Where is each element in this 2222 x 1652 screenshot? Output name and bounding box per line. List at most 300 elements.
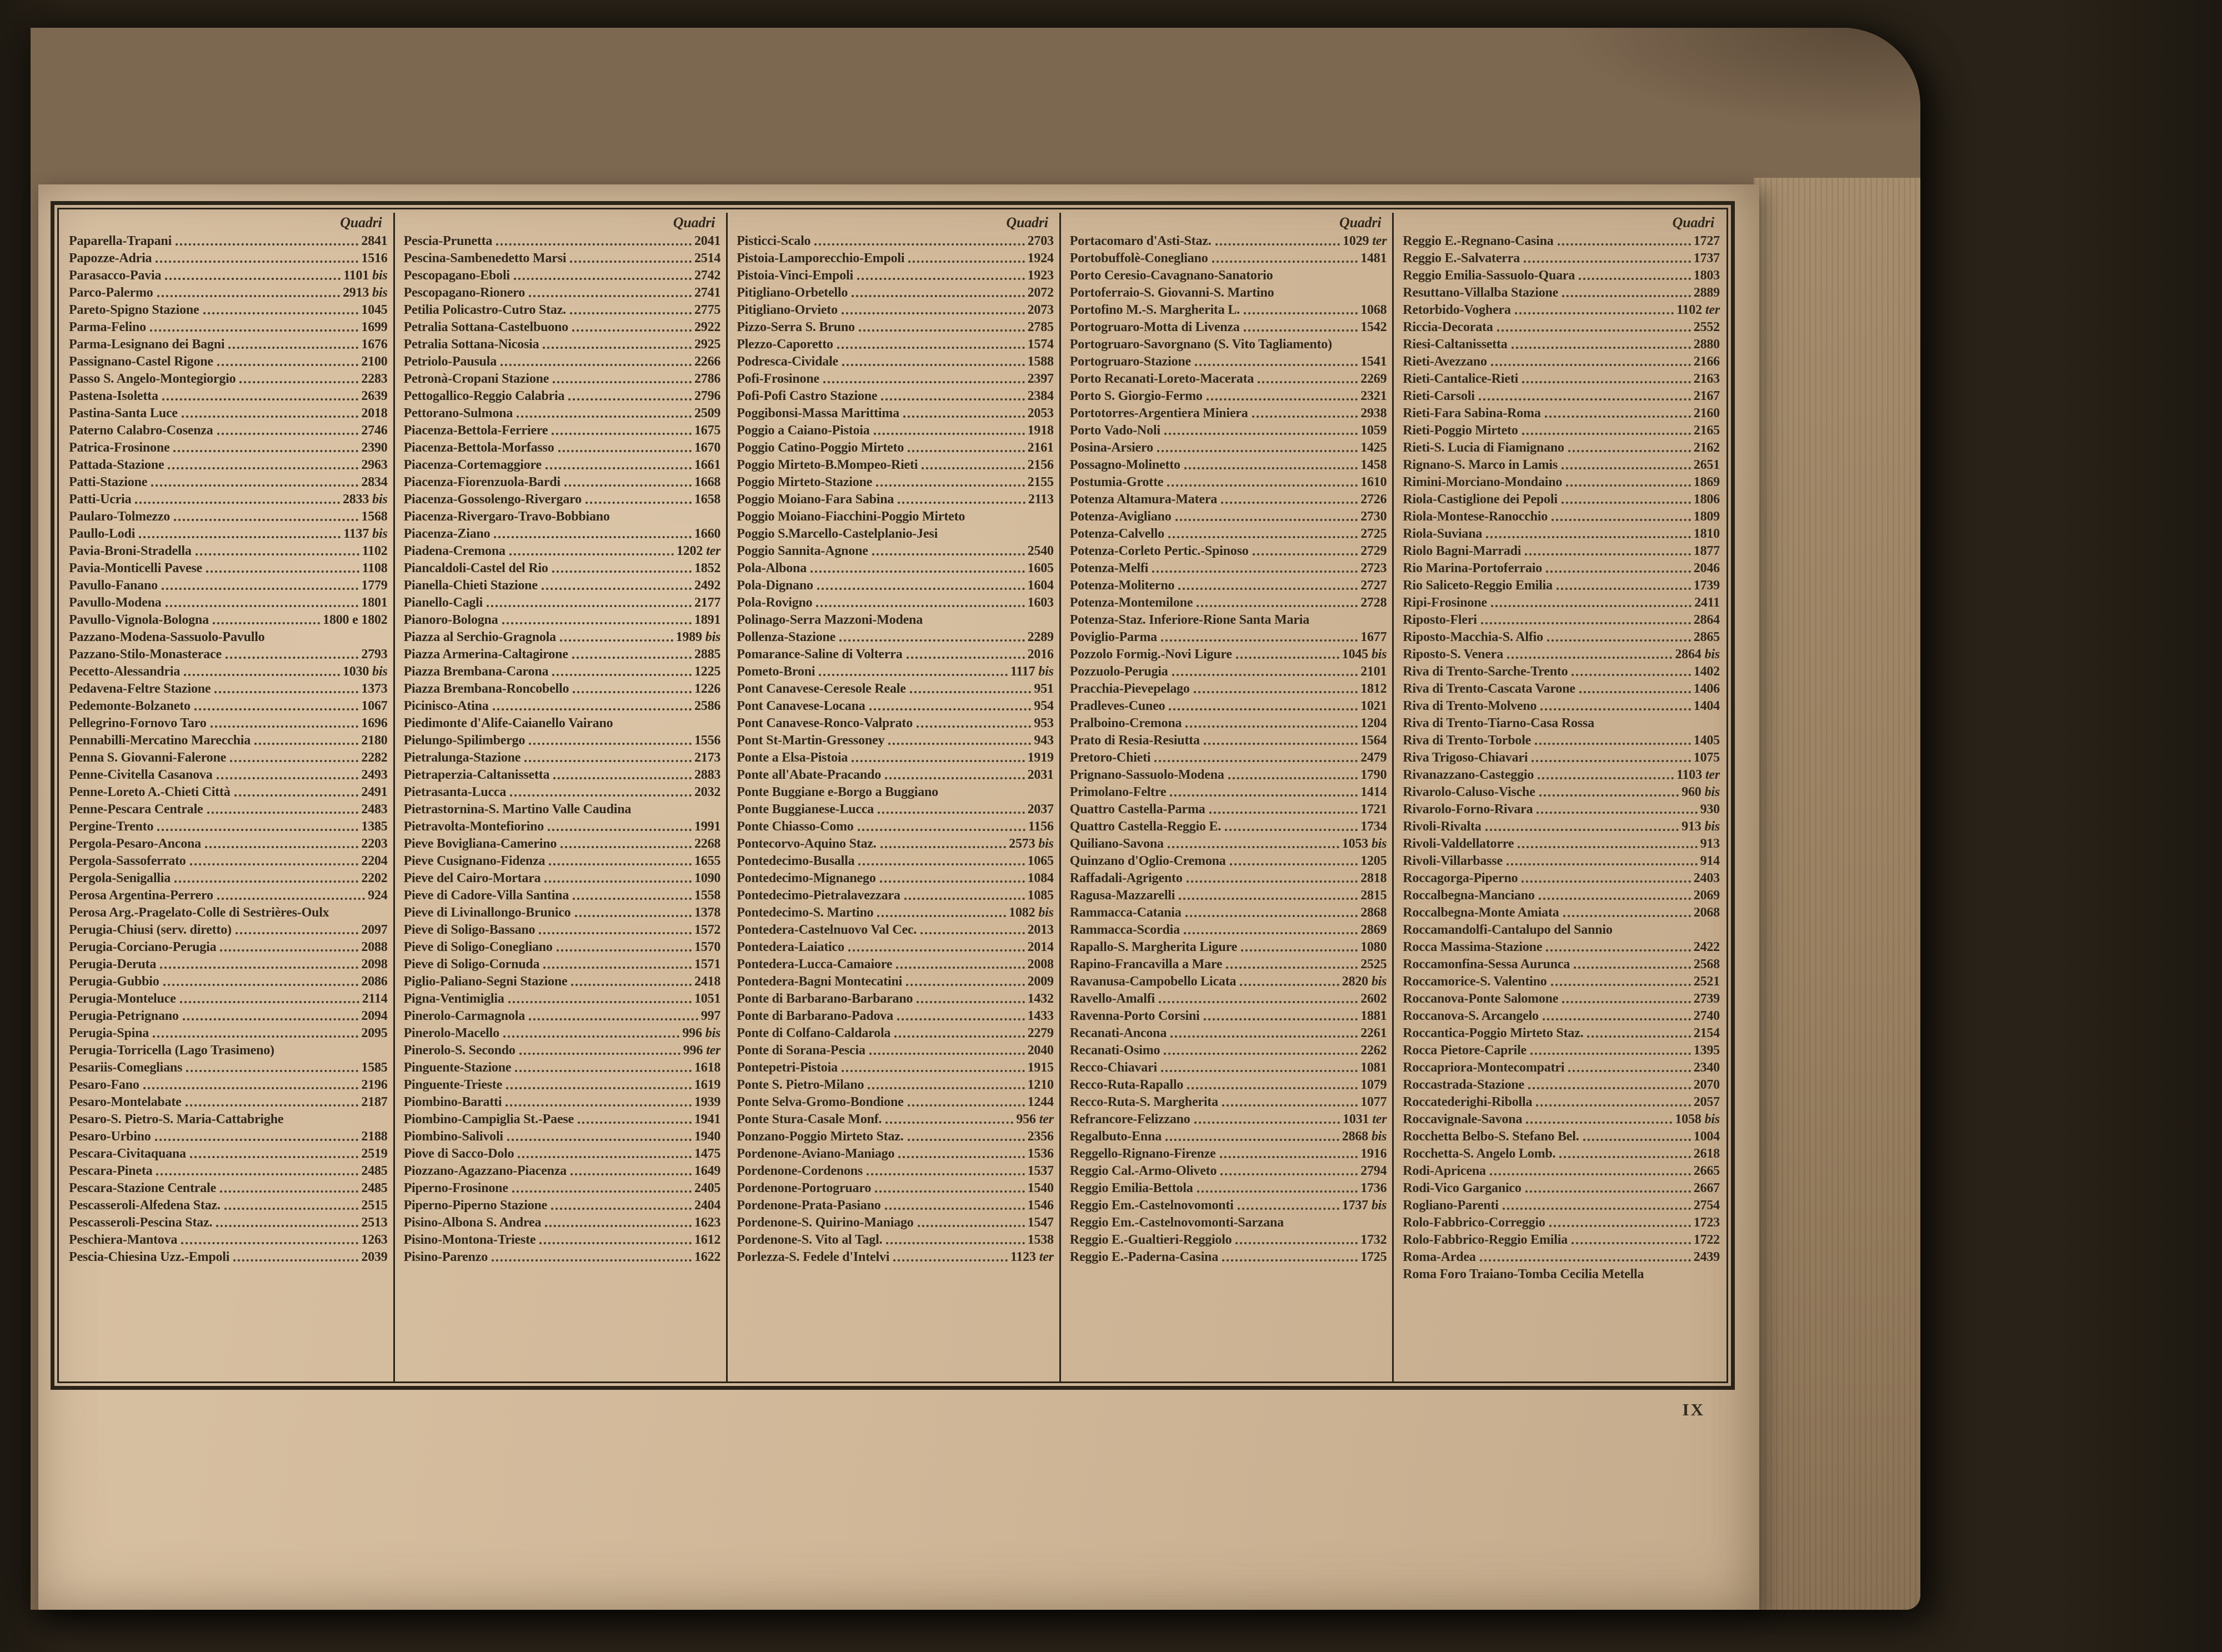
quadro-number: 2730 (1360, 509, 1387, 524)
index-column-1 (60, 213, 393, 1381)
route-name: Pieve del Cairo-Mortara (403, 871, 541, 885)
index-entry (737, 870, 1054, 887)
dot-leader (1522, 381, 1691, 383)
dot-leader (572, 657, 692, 659)
quadro-number: 2938 (1360, 406, 1387, 420)
route-name: Pietraperzia-Caltanissetta (403, 768, 550, 782)
index-entry (1403, 388, 1720, 405)
quadro-number: 1915 (1027, 1060, 1054, 1075)
quadro-number: 1558 (694, 888, 721, 903)
dot-leader (1204, 1018, 1358, 1020)
quadro-number: 2154 (1693, 1026, 1720, 1040)
route-name: Piove di Sacco-Dolo (403, 1147, 514, 1161)
dot-leader (1525, 1190, 1691, 1193)
index-entry (404, 629, 721, 646)
dot-leader (1507, 657, 1672, 659)
index-entry (1070, 853, 1387, 870)
dot-leader (230, 760, 358, 762)
route-name: Poggio Moiano-Fara Sabina (737, 492, 894, 507)
index-entry (737, 543, 1054, 560)
route-name: Penna S. Giovanni-Falerone (69, 750, 227, 765)
dot-leader (1184, 932, 1358, 934)
index-entry (404, 233, 721, 250)
quadro-number: 1725 (1360, 1250, 1387, 1264)
index-entry (1403, 525, 1720, 543)
quadro-suffix: bis (1371, 647, 1387, 662)
route-name: Piacenza-Ziano (403, 527, 491, 541)
column-header-quadri: Quadri (1672, 214, 1714, 231)
quadro-number: 2266 (694, 354, 721, 369)
dot-leader (543, 347, 692, 349)
route-name: Petronà-Cropani Stazione (403, 372, 549, 386)
route-name: Petralia Sottana-Nicosia (403, 337, 539, 352)
quadro-number: 2483 (361, 802, 388, 817)
route-name: Perugia-Torricella (Lago Trasimeno) (69, 1043, 274, 1058)
route-name: Porlezza-S. Fedele d'Intelvi (737, 1250, 890, 1264)
quadro-number: 2289 (1027, 630, 1054, 644)
index-entry (1403, 267, 1720, 284)
dot-leader (194, 708, 359, 710)
route-name: Papozze-Adria (69, 251, 152, 266)
dot-leader (1222, 1104, 1358, 1107)
quadro-number: 2741 (694, 286, 721, 300)
index-entry (404, 405, 721, 422)
index-entry (404, 319, 721, 336)
quadro-number: 2268 (694, 837, 721, 851)
dot-leader (503, 1035, 679, 1038)
index-entry (737, 680, 1054, 698)
index-entry (1070, 835, 1387, 853)
route-name: Rammacca-Catania (1069, 905, 1182, 920)
route-name: Pomarance-Saline di Volterra (737, 647, 903, 662)
dot-leader (823, 381, 1025, 383)
dot-leader (492, 1259, 692, 1261)
quadro-number: 2167 (1693, 389, 1720, 403)
dot-leader (876, 484, 1024, 487)
route-name: Pontedera-Bagni Montecatini (737, 974, 903, 989)
column-header-quadri: Quadri (340, 214, 382, 231)
route-name: Potenza-Melfi (1069, 561, 1149, 575)
quadro-suffix: bis (1371, 837, 1387, 851)
index-entry (1403, 1077, 1720, 1094)
index-entry (737, 749, 1054, 767)
index-entry (1403, 577, 1720, 594)
dot-leader (877, 915, 1006, 917)
route-name: Pianella-Chieti Stazione (403, 578, 538, 593)
route-name: Pieve di Soligo-Bassano (403, 923, 536, 937)
index-entry (1403, 835, 1720, 853)
index-entry (1403, 1025, 1720, 1042)
dot-leader (1535, 743, 1691, 745)
index-entry (737, 1111, 1054, 1128)
quadro-number: 1605 (1027, 561, 1054, 575)
index-entry (1070, 939, 1387, 956)
dot-leader (542, 588, 692, 590)
route-name: Perosa Argentina-Perrero (69, 888, 213, 903)
quadro-number: 2032 (694, 785, 721, 799)
route-name: Regalbuto-Enna (1069, 1129, 1162, 1144)
quadro-number: 1800 e 1802 (323, 613, 388, 627)
route-name: Roccamandolfi-Cantalupo del Sannio (1403, 923, 1613, 937)
dot-leader (1228, 777, 1358, 779)
index-entry (1403, 663, 1720, 680)
dot-leader (1154, 760, 1358, 762)
quadro-number: 2161 (1027, 440, 1054, 455)
quadro-number: 2203 (361, 837, 388, 851)
route-name: Raffadali-Agrigento (1069, 871, 1183, 885)
quadro-number: 1075 (1693, 750, 1720, 765)
quadro-number: 1202 (676, 544, 703, 558)
route-name: Paterno Calabro-Cosenza (69, 423, 213, 438)
index-entry (404, 956, 721, 973)
route-name: Posina-Arsiero (1069, 440, 1153, 455)
dot-leader (1540, 708, 1690, 710)
route-name: Pont Canavese-Ronco-Valprato (737, 716, 913, 730)
route-name: Piazza Brembana-Roncobello (403, 682, 569, 696)
quadro-number: 1623 (694, 1215, 721, 1230)
route-name: Pont Canavese-Ceresole Reale (737, 682, 906, 696)
route-name: Pavullo-Vignola-Bologna (69, 613, 209, 627)
route-name: Ponzano-Poggio Mirteto Staz. (737, 1129, 904, 1144)
route-name: Riccia-Decorata (1403, 320, 1493, 334)
route-name: Pianello-Cagli (403, 595, 483, 610)
dot-leader (1539, 898, 1691, 900)
route-name: Poggio a Caiano-Pistoia (737, 423, 870, 438)
index-entry (1403, 629, 1720, 646)
route-name: Perugia-Gubbio (69, 974, 159, 989)
dot-leader (1157, 450, 1358, 452)
quadro-number: 2204 (361, 854, 388, 868)
index-entry (69, 698, 388, 715)
index-entry (737, 577, 1054, 594)
index-entry (1070, 1180, 1387, 1197)
index-entry (69, 250, 388, 267)
dot-leader (1530, 1053, 1691, 1055)
quadro-number: 2068 (1693, 905, 1720, 920)
route-name: Pordenone-S. Vito al Tagl. (737, 1233, 883, 1247)
dot-leader (1170, 1035, 1358, 1038)
route-name: Pontedera-Lucca-Camaiore (737, 957, 893, 972)
dot-leader (157, 829, 358, 831)
route-name: Quattro Castella-Reggio E. (1069, 819, 1222, 834)
route-name: Rodi-Vico Garganico (1403, 1181, 1522, 1195)
index-entry (404, 870, 721, 887)
quadro-number: 2739 (1693, 992, 1720, 1006)
quadro-number: 1812 (1360, 682, 1387, 696)
index-entry (1403, 594, 1720, 612)
route-name: Pescasseroli-Pescina Staz. (69, 1215, 213, 1230)
index-entry (737, 1025, 1054, 1042)
quadro-number: 1619 (694, 1078, 721, 1092)
index-entry (69, 732, 388, 749)
dot-leader (509, 553, 674, 555)
quadro-number: 913 (1700, 837, 1720, 851)
index-entry (1403, 990, 1720, 1008)
route-name: Parma-Lesignano dei Bagni (69, 337, 225, 352)
index-entry (1403, 767, 1720, 784)
index-entry (1070, 422, 1387, 439)
route-name: Rieti-Fara Sabina-Roma (1403, 406, 1541, 420)
route-name: Piedimonte d'Alife-Caianello Vairano (403, 716, 613, 730)
index-entry (69, 1163, 388, 1180)
dot-leader (1512, 347, 1691, 349)
quadro-number: 2492 (694, 578, 721, 593)
route-name: Piacenza-Gossolengo-Rivergaro (403, 492, 582, 507)
quadro-number: 1604 (1027, 578, 1054, 593)
route-name: Rivarolo-Caluso-Vische (1403, 785, 1535, 799)
route-name: Paparella-Trapani (69, 234, 172, 248)
dot-leader (819, 674, 1007, 676)
dot-leader (174, 880, 358, 883)
dot-leader (1159, 1001, 1358, 1003)
route-name: Pastena-Isoletta (69, 389, 158, 403)
route-name: Piombino-Salivoli (403, 1129, 503, 1144)
index-entry (404, 853, 721, 870)
index-entry (1403, 1266, 1720, 1283)
quadro-number: 2057 (1693, 1095, 1720, 1109)
quadro-number: 1103 (1676, 768, 1702, 782)
dot-leader (1194, 1122, 1340, 1124)
index-entry (69, 319, 388, 336)
quadro-number: 2833 (342, 492, 369, 507)
route-name: Portobuffolè-Conegliano (1069, 251, 1208, 266)
dot-leader (1185, 915, 1358, 917)
dot-leader (1503, 1208, 1691, 1210)
quadro-number: 1612 (694, 1233, 721, 1247)
route-name: Pettorano-Sulmona (403, 406, 513, 420)
route-name: Rapino-Francavilla a Mare (1069, 957, 1223, 972)
dot-leader (575, 915, 692, 917)
route-name: Portoferraio-S. Giovanni-S. Martino (1069, 286, 1274, 300)
dot-leader (515, 1070, 692, 1072)
quadro-number: 2880 (1693, 337, 1720, 352)
route-name: Pescasseroli-Alfedena Staz. (69, 1198, 221, 1213)
route-name: Perugia-Monteluce (69, 992, 176, 1006)
dot-leader (1579, 278, 1691, 280)
index-entry (404, 1180, 721, 1197)
dot-leader (1566, 484, 1691, 487)
index-entry (404, 1163, 721, 1180)
route-name: Pellegrino-Fornovo Taro (69, 716, 207, 730)
index-entry (404, 715, 721, 732)
route-name: Pisino-Albona S. Andrea (403, 1215, 542, 1230)
route-name: Porto Recanati-Loreto-Macerata (1069, 372, 1254, 386)
dot-leader (552, 433, 692, 435)
route-name: Petralia Sottana-Castelbuono (403, 320, 568, 334)
quadro-number: 2885 (694, 647, 721, 662)
quadro-number: 1405 (1693, 733, 1720, 748)
index-entry (1403, 801, 1720, 818)
quadro-number: 1433 (1027, 1009, 1054, 1023)
quadro-number: 1940 (694, 1129, 721, 1144)
dot-leader (234, 794, 359, 797)
index-entry (737, 525, 1054, 543)
dot-leader (1524, 261, 1691, 263)
dot-leader (233, 1259, 358, 1261)
route-name: Portofino M.-S. Margherita L. (1069, 303, 1240, 317)
quadro-number: 2868 (1360, 905, 1387, 920)
route-name: Portacomaro d'Asti-Staz. (1069, 234, 1212, 248)
index-entry (737, 1059, 1054, 1077)
route-name: Rammacca-Scordia (1069, 923, 1180, 937)
route-name: Pescia-Chiesina Uzz.-Empoli (69, 1250, 230, 1264)
route-name: Parco-Palermo (69, 286, 153, 300)
route-name: Pietrastornina-S. Martino Valle Caudina (403, 802, 632, 817)
quadro-number: 960 (1681, 785, 1701, 799)
dot-leader (570, 261, 692, 263)
index-entry (404, 1059, 721, 1077)
quadro-number: 2069 (1693, 888, 1720, 903)
index-entry (737, 1197, 1054, 1214)
quadro-number: 1516 (361, 251, 388, 266)
quadro-number: 1661 (694, 458, 721, 472)
index-entry (69, 612, 388, 629)
index-entry (1403, 1094, 1720, 1111)
route-name: Perugia-Spina (69, 1026, 149, 1040)
quadro-number: 2515 (361, 1198, 388, 1213)
dot-leader (1532, 760, 1690, 762)
route-name: Ponte Buggiane e-Borgo a Buggiano (737, 785, 938, 799)
index-entry (737, 284, 1054, 302)
index-entry (1403, 371, 1720, 388)
dot-leader (206, 570, 359, 573)
quadro-number: 2162 (1693, 440, 1720, 455)
quadro-number: 1677 (1360, 630, 1387, 644)
route-name: Pisino-Montona-Trieste (403, 1233, 536, 1247)
index-entry (1070, 302, 1387, 319)
dot-leader (174, 519, 358, 521)
index-entry (69, 508, 388, 525)
dot-leader (1225, 829, 1358, 831)
index-entry (1403, 1059, 1720, 1077)
dot-leader (502, 622, 692, 624)
route-name: Portogruaro-Motta di Livenza (1069, 320, 1240, 334)
quadro-number: 1204 (1360, 716, 1387, 730)
dot-leader (1170, 794, 1358, 797)
index-entry (1403, 1214, 1720, 1232)
dot-leader (510, 794, 692, 797)
route-name: Riva di Trento-Molveno (1403, 699, 1537, 713)
quadro-number: 1939 (694, 1095, 721, 1109)
dot-leader (572, 329, 692, 332)
index-entry (69, 835, 388, 853)
quadro-number: 2618 (1693, 1147, 1720, 1161)
route-name: Pescara-Stazione Centrale (69, 1181, 216, 1195)
dot-leader (1167, 484, 1358, 487)
quadro-number: 1068 (1360, 303, 1387, 317)
index-entry (69, 1197, 388, 1214)
quadro-number: 2073 (1027, 303, 1054, 317)
route-name: Perugia-Petrignano (69, 1009, 179, 1023)
route-name: Potenza-Corleto Pertic.-Spinoso (1069, 544, 1249, 558)
index-entry (404, 922, 721, 939)
quadro-number: 1029 (1343, 234, 1369, 248)
quadro-number: 1721 (1360, 802, 1387, 817)
dot-leader (543, 967, 692, 969)
quadro-number: 1045 (1342, 647, 1368, 662)
route-name: Paularo-Tolmezzo (69, 509, 171, 524)
route-name: Pitigliano-Orbetello (737, 286, 848, 300)
route-name: Rignano-S. Marco in Lamis (1403, 458, 1558, 472)
quadro-suffix: bis (1038, 837, 1054, 851)
route-name: Pordenone-Aviano-Maniago (737, 1147, 895, 1161)
quadro-suffix: bis (372, 664, 388, 679)
index-entry (1403, 405, 1720, 422)
dot-leader (1525, 553, 1691, 555)
quadro-number: 2439 (1693, 1250, 1720, 1264)
dot-leader (1252, 415, 1358, 418)
quadro-number: 2793 (361, 647, 388, 662)
route-name: Pisticci-Scalo (737, 234, 811, 248)
quadro-number: 1668 (694, 475, 721, 489)
quadro-number: 1481 (1360, 251, 1387, 266)
quadro-suffix: bis (1371, 974, 1387, 989)
route-name: Rogliano-Parenti (1403, 1198, 1499, 1213)
quadro-number: 2639 (361, 389, 388, 403)
quadro-suffix: bis (1371, 1198, 1387, 1213)
index-entry (404, 973, 721, 990)
quadro-number: 1570 (694, 940, 721, 954)
quadro-number: 996 (683, 1043, 703, 1058)
route-name: Pralboino-Cremona (1069, 716, 1182, 730)
index-entry (1403, 922, 1720, 939)
dot-leader (1558, 243, 1691, 246)
quadro-number: 2889 (1693, 286, 1720, 300)
index-entry (1070, 749, 1387, 767)
dot-leader (922, 467, 1024, 469)
dot-leader (529, 743, 692, 745)
index-entry (404, 1042, 721, 1059)
index-entry (404, 267, 721, 284)
dot-leader (182, 415, 359, 418)
route-name: Riva Trigoso-Chiavari (1403, 750, 1528, 765)
quadro-number: 2815 (1360, 888, 1387, 903)
quadro-number: 2114 (362, 992, 388, 1006)
index-entry (737, 1094, 1054, 1111)
dot-leader (908, 1139, 1025, 1141)
index-entry (404, 1214, 721, 1232)
index-entry (404, 1197, 721, 1214)
quadro-number: 2053 (1027, 406, 1054, 420)
quadro-suffix: bis (372, 268, 388, 283)
dot-leader (1546, 570, 1691, 573)
quadro-number: 954 (1034, 699, 1054, 713)
route-name: Rieti-Avezzano (1403, 354, 1487, 369)
quadro-number: 2925 (694, 337, 721, 352)
dot-leader (507, 1139, 692, 1141)
dot-leader (1238, 1208, 1339, 1210)
route-name: Quattro Castella-Parma (1069, 802, 1205, 817)
route-name: Pattada-Stazione (69, 458, 164, 472)
route-name: Roccanova-Ponte Salomone (1403, 992, 1559, 1006)
route-name: Quiliano-Savona (1069, 837, 1164, 851)
index-entry (1403, 612, 1720, 629)
route-name: Prato di Resia-Resiutta (1069, 733, 1200, 748)
quadro-number: 2818 (1360, 871, 1387, 885)
index-entry (1070, 1145, 1387, 1163)
index-entry (737, 233, 1054, 250)
dot-leader (1545, 415, 1691, 418)
index-entry (737, 715, 1054, 732)
quadro-number: 1373 (361, 682, 388, 696)
index-entry (69, 1008, 388, 1025)
dot-leader (1537, 812, 1697, 814)
route-name: Riva di Trento-Torbole (1403, 733, 1532, 748)
quadro-number: 1475 (694, 1147, 721, 1161)
dot-leader (918, 1225, 1025, 1227)
dot-leader (217, 777, 359, 779)
route-name: Roccamonfina-Sessa Aurunca (1403, 957, 1570, 972)
